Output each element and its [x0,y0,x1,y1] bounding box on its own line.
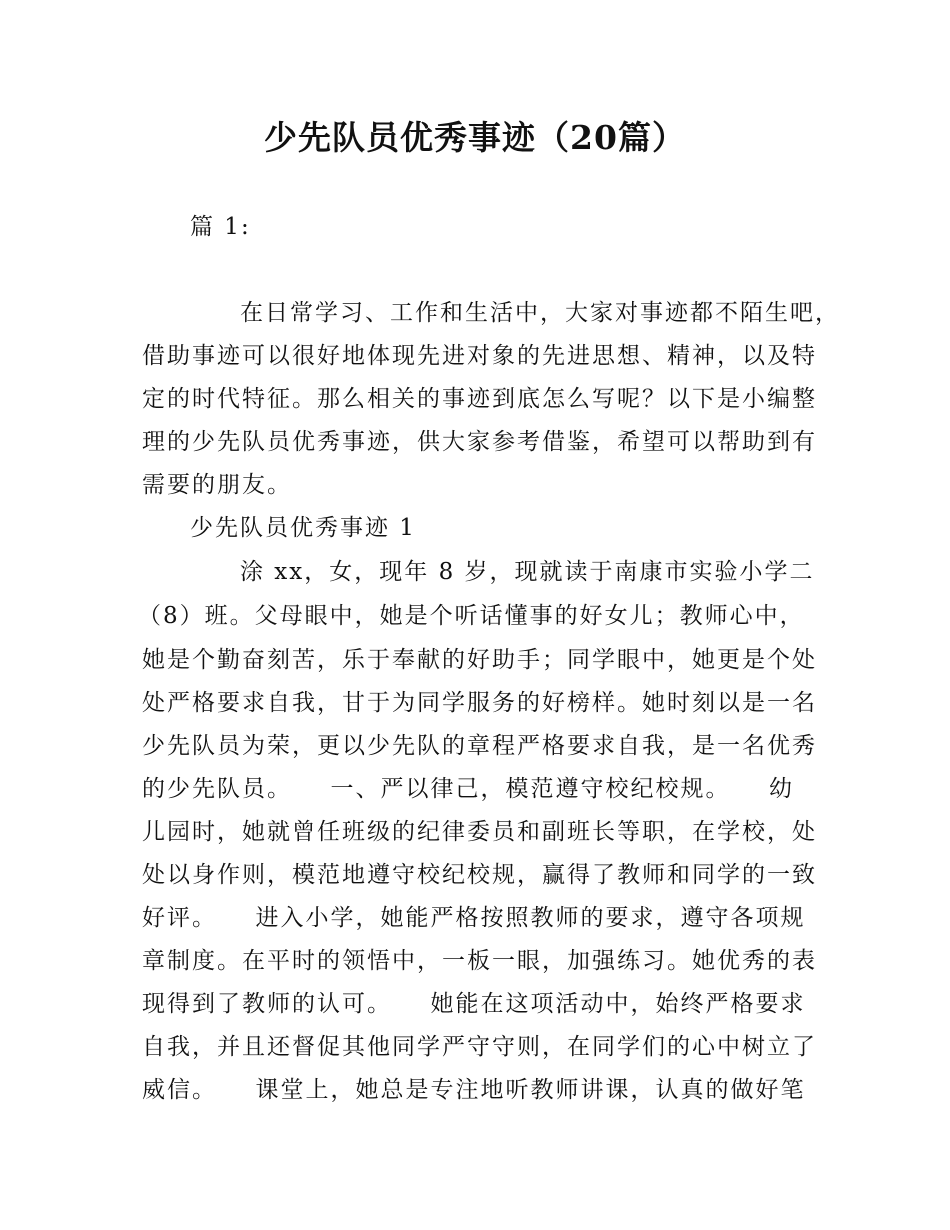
body-line: 威信。 课堂上，她总是专注地听教师讲课，认真的做好笔 [142,1077,806,1103]
intro-line: 理的少先队员优秀事迹，供大家参考借鉴，希望可以帮助到有 [142,429,817,455]
section-label: 篇 1: [190,214,251,240]
intro-line: 定的时代特征。那么相关的事迹到底怎么写呢？以下是小编整 [142,386,817,412]
intro-line: 借助事迹可以很好地体现先进对象的先进思想、精神，以及特 [142,343,817,369]
body-line: 的少先队员。 一、严以律己，模范遵守校纪校规。 幼 [142,776,794,802]
body-line: 章制度。在平时的领悟中，一板一眼，加强练习。她优秀的表 [142,948,817,974]
subheading: 少先队员优秀事迹 1 [190,515,416,541]
body-line: 她是个勤奋刻苦，乐于奉献的好助手；同学眼中，她更是个处 [142,647,817,673]
body-line: 少先队员为荣，更以少先队的章程严格要求自我，是一名优秀 [142,733,817,759]
body-line: 处以身作则，模范地遵守校纪校规，赢得了教师和同学的一致 [142,862,817,888]
body-line: 涂 xx，女，现年 8 岁，现就读于南康市实验小学二 [240,559,815,585]
intro-line: 需要的朋友。 [142,472,292,498]
document-title: 少先队员优秀事迹（20篇） [264,118,686,157]
body-line: 儿园时，她就曾任班级的纪律委员和副班长等职，在学校，处 [142,819,817,845]
body-line: 现得到了教师的认可。 她能在这项活动中，始终严格要求 [142,991,806,1017]
body-line: 处严格要求自我，甘于为同学服务的好榜样。她时刻以是一名 [142,690,817,716]
body-line: 自我，并且还督促其他同学严守守则，在同学们的心中树立了 [142,1034,817,1060]
intro-line: 在日常学习、工作和生活中，大家对事迹都不陌生吧， [240,300,840,326]
body-line: （8）班。父母眼中，她是个听话懂事的好女儿；教师心中， [138,603,805,629]
body-line: 好评。 进入小学，她能严格按照教师的要求，遵守各项规 [142,905,806,931]
